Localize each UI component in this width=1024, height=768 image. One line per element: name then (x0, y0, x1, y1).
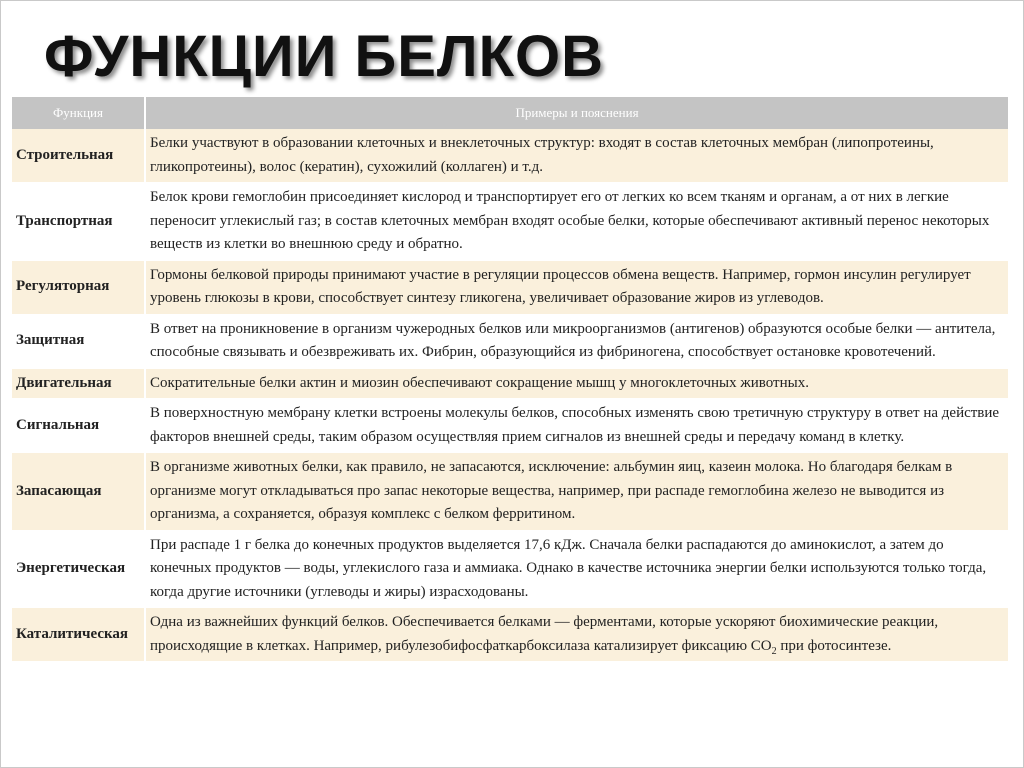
table-row (12, 368, 1008, 399)
function-name: Двигательная (12, 368, 145, 399)
description-tail: при фотосинтезе. (776, 637, 892, 654)
slide-title: ФУНКЦИИ БЕЛКОВ (44, 24, 604, 89)
function-description: Белок крови гемоглобин присоединяет кислород и транспортирует его от легких ко всем тканям и органам, а от них в легкие переносит углекислый газ; в состав клеточных мембран входят особые белки, которые обеспечивают активный перенос некоторых веществ из клетки во внешнюю среду и обратно. (145, 183, 1008, 261)
table-row (12, 260, 1008, 314)
function-name: Энергетическая (12, 530, 145, 608)
function-name: Каталитическая (12, 608, 145, 662)
subscript-2: 2 (771, 645, 777, 657)
table-row (12, 183, 1008, 261)
function-description: Гормоны белковой природы принимают участие в регуляции процессов обмена веществ. Например, гормон инсулин регулирует уровень глюкозы в крови, способствует синтезу гликогена, увеличивает образование жиров из углеводов. (145, 260, 1008, 314)
description-text: Одна из важнейших функций белков. Обеспечивается белками — ферментами, которые ускоряют биохимические реакции, происходящие в клетках. Например, рибулезобифосфаткарбоксилаза катализирует фиксацию CO (150, 614, 939, 654)
table-row (12, 129, 1008, 183)
function-description: В ответ на проникновение в организм чужеродных белков или микроорганизмов (антигенов) образуются особые белки — антитела, способные связывать и обезвреживать их. Фибрин, образующийся из фибриногена, способствует остановке кровотечений. (145, 314, 1008, 368)
function-description: Белки участвуют в образовании клеточных и внеклеточных структур: входят в состав клеточных мембран (липопротеины, гликопротеины), волос (кератин), сухожилий (коллаген) и т.д. (145, 129, 1008, 183)
function-name: Защитная (12, 314, 145, 368)
function-description: В поверхностную мембрану клетки встроены молекулы белков, способных изменять свою третичную структуру в ответ на действие факторов внешней среды, таким образом осуществляя прием сигналов из внешней среды и передачу команд в клетку. (145, 399, 1008, 453)
function-name: Сигнальная (12, 399, 145, 453)
functions-table (12, 97, 1008, 662)
table-row (12, 453, 1008, 531)
function-description (145, 608, 1008, 662)
function-name: Регуляторная (12, 260, 145, 314)
function-name: Строительная (12, 129, 145, 183)
function-description: Сократительные белки актин и миозин обеспечивают сокращение мышц у многоклеточных животных. (145, 368, 1008, 399)
table-header-row (12, 97, 1008, 129)
function-name: Запасающая (12, 453, 145, 531)
table-row (12, 314, 1008, 368)
header-examples: Примеры и пояснения (145, 97, 1008, 129)
table-row (12, 399, 1008, 453)
function-name: Транспортная (12, 183, 145, 261)
table-row (12, 530, 1008, 608)
table-row (12, 608, 1008, 662)
function-description: В организме животных белки, как правило, не запасаются, исключение: альбумин яиц, казеин молока. Но благодаря белкам в организме могут откладываться про запас некоторые вещества, например, при распаде гемоглобина железо не выводится из организма, а сохраняется, образуя комплекс с белком ферритином. (145, 453, 1008, 531)
header-function: Функция (12, 97, 145, 129)
function-description: При распаде 1 г белка до конечных продуктов выделяется 17,6 кДж. Сначала белки распадаются до аминокислот, а затем до конечных продуктов — воды, углекислого газа и аммиака. Однако в качестве источника энергии белки используются только тогда, когда другие источники (углеводы и жиры) израсходованы. (145, 530, 1008, 608)
